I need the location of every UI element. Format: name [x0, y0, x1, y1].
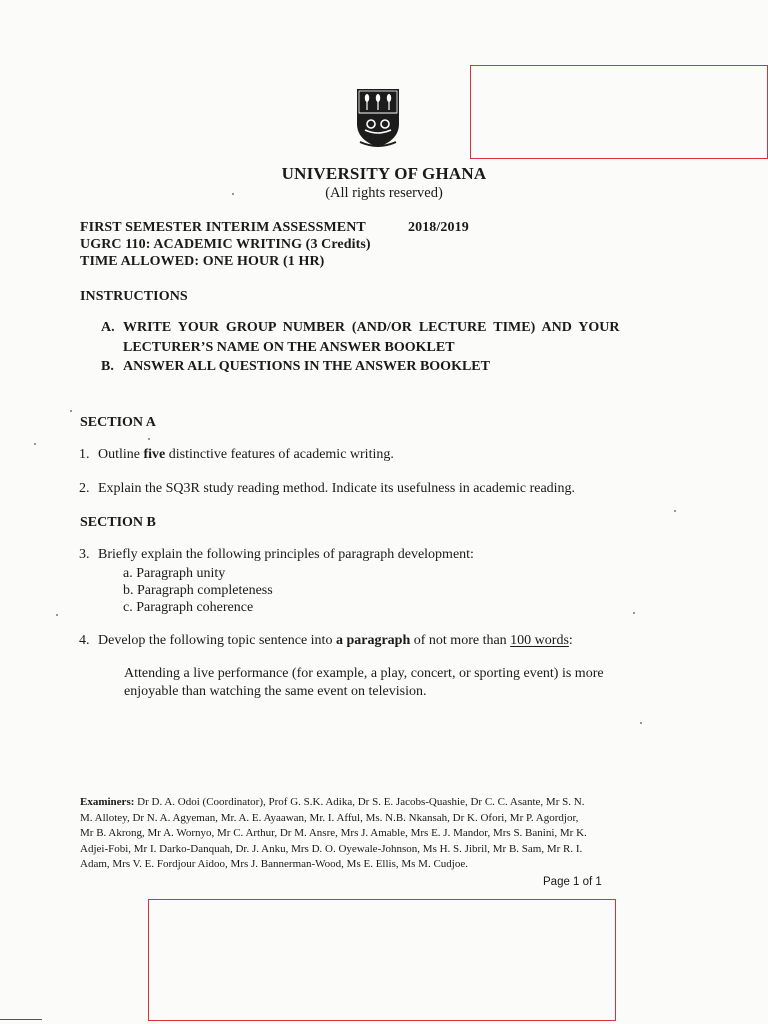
topic-sentence-line1: Attending a live performance (for example, a play, concert, or sporting event) is more — [124, 666, 604, 681]
assessment-title: FIRST SEMESTER INTERIM ASSESSMENT — [80, 220, 366, 235]
instruction-a-line2: LECTURER’S NAME ON THE ANSWER BOOKLET — [123, 340, 455, 355]
question-1-number: 1. — [79, 447, 90, 462]
examiners-line1 — [80, 795, 680, 811]
redaction-box-top — [470, 65, 768, 159]
page-number: Page 1 of 1 — [543, 876, 602, 888]
question-4-mid: of not more than — [410, 633, 511, 648]
question-4 — [79, 633, 573, 649]
question-4-bold: a paragraph — [335, 633, 411, 648]
scan-speck — [148, 438, 150, 440]
question-4-post: : — [568, 633, 573, 648]
section-a-heading: SECTION A — [80, 415, 156, 430]
academic-year: 2018/2019 — [408, 220, 469, 235]
instruction-b-label: B. — [101, 359, 114, 374]
scan-speck — [56, 614, 58, 616]
question-2-text: Explain the SQ3R study reading method. Indicate its usefulness in academic reading. — [98, 481, 576, 496]
redaction-box-bottom — [148, 899, 616, 1021]
question-3-sub-c: c. Paragraph coherence — [123, 600, 254, 615]
question-4-pre: Develop the following topic sentence into — [98, 633, 336, 648]
question-1-pre: Outline — [98, 447, 144, 462]
examiners-block — [80, 795, 680, 873]
question-1-bold: five — [143, 447, 166, 462]
course-title: UGRC 110: ACADEMIC WRITING (3 Credits) — [80, 237, 371, 252]
question-3-sub-b: b. Paragraph completeness — [123, 583, 273, 598]
university-crest-icon — [354, 86, 402, 150]
scan-speck — [674, 510, 676, 512]
question-2-number: 2. — [79, 481, 90, 496]
instruction-b-text: ANSWER ALL QUESTIONS IN THE ANSWER BOOKLET — [123, 359, 490, 374]
section-b-heading: SECTION B — [80, 515, 156, 530]
topic-sentence-line2: enjoyable than watching the same event on television. — [124, 684, 427, 699]
question-4-number: 4. — [79, 633, 90, 648]
examiners-line3: Mr B. Akrong, Mr A. Wornyo, Mr C. Arthur, Dr M. Ansre, Mrs J. Amable, Mrs E. J. Mandor, Mrs S. Banini, Mr K. — [80, 827, 587, 839]
question-4-word-limit: 100 words — [510, 633, 569, 648]
question-3 — [79, 547, 474, 563]
examiners-line2: M. Allotey, Dr N. A. Agyeman, Mr. A. E. Ayaawan, Mr. I. Afful, Ms. N.B. Nkansah, Dr K. Ofori, Mr P. Agordjor, — [80, 811, 579, 824]
examiners-line4: Adjei-Fobi, Mr I. Darko-Danquah, Dr. J. Anku, Mrs D. O. Oyewale-Johnson, Ms H. S. Jibril, Mr B. Sam, Mr R. I. — [80, 842, 583, 855]
rights-reserved: (All rights reserved) — [325, 185, 443, 201]
scan-speck — [232, 193, 234, 195]
question-3-text: Briefly explain the following principles of paragraph development: — [98, 547, 474, 562]
instruction-b — [101, 359, 490, 375]
examiners-line1-text: Dr D. A. Odoi (Coordinator), Prof G. S.K. Adika, Dr S. E. Jacobs-Quashie, Dr C. C. Asante, Mr S. N. — [134, 796, 585, 808]
scan-speck — [633, 612, 635, 614]
instruction-a-line1 — [101, 320, 620, 336]
question-2 — [79, 481, 575, 497]
question-1-post: distinctive features of academic writing. — [165, 447, 394, 462]
instructions-heading: INSTRUCTIONS — [80, 289, 188, 304]
instruction-a-label: A. — [101, 320, 115, 335]
question-3-sub-a: a. Paragraph unity — [123, 566, 226, 581]
instruction-a-text: WRITE YOUR GROUP NUMBER (AND/OR LECTURE TIME) AND YOUR — [123, 320, 620, 335]
scan-speck — [70, 410, 72, 412]
examiners-label: Examiners: — [80, 796, 135, 808]
question-3-number: 3. — [79, 547, 90, 562]
examiners-line5: Adam, Mrs V. E. Fordjour Aidoo, Mrs J. Bannerman-Wood, Ms E. Ellis, Ms M. Cudjoe. — [80, 858, 468, 870]
scan-edge-line — [0, 1019, 42, 1020]
scan-speck — [640, 722, 642, 724]
university-name: UNIVERSITY OF GHANA — [281, 164, 487, 183]
topic-sentence — [124, 665, 664, 701]
question-1 — [79, 447, 394, 463]
scan-speck — [34, 443, 36, 445]
time-allowed: TIME ALLOWED: ONE HOUR (1 HR) — [80, 254, 325, 269]
